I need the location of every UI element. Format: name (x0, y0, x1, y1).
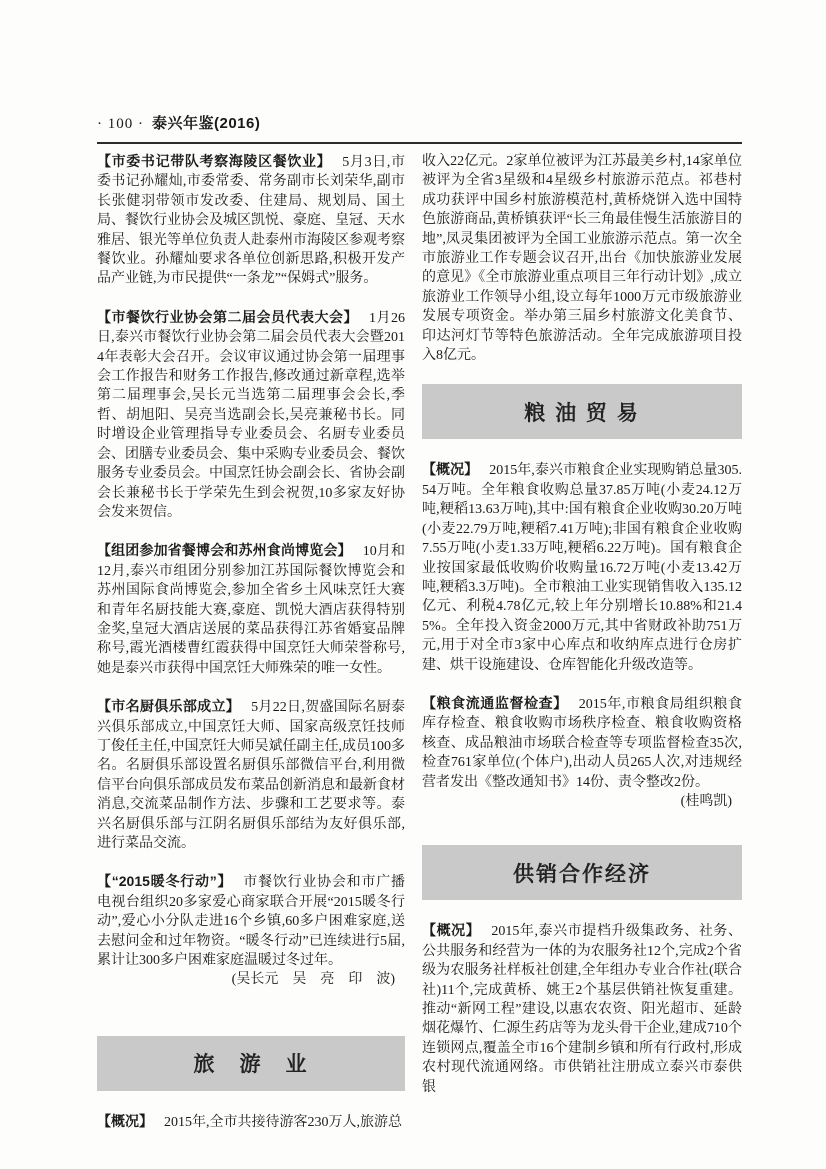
book-title: 泰兴年鉴(2016) (152, 115, 261, 132)
article-association-congress (97, 308, 405, 522)
page-number: · 100 · (97, 116, 144, 132)
article-grain-inspection (422, 694, 742, 792)
article-supply-overview (422, 921, 742, 1097)
article-heading: 【组团参加省餐博会和苏州食尚博览会】 (97, 542, 352, 559)
page-header (97, 114, 742, 144)
article-heading: 【粮食流通监督检查】 (422, 694, 568, 711)
article-haining-inspection (97, 152, 405, 289)
article-body: 收入22亿元。2家单位被评为江苏最美乡村,14家单位被评为全省3星级和4星级乡村旅游示范点。祁巷村成功获评中国乡村旅游模范村,黄桥烧饼入选中国特色旅游商品,黄桥镇获评“长三角最佳慢生活旅游目的地”,凤灵集团被评为全国工业旅游示范点。第一次全市旅游业工作专题会议召开,出台《加快旅游业发展的意见》《全市旅游业重点项目三年行动计划》,成立旅游业工作领导小组,设立每年1000万元市级旅游业发展专项资金。举办第三届乡村旅游文化美食节、印达河灯节等特色旅游活动。全年完成旅游项目投入8亿元。 (422, 154, 742, 364)
article-heading: 【市餐饮行业协会第二届会员代表大会】 (97, 308, 358, 325)
article-heading: 【概况】 (422, 922, 481, 939)
left-column (97, 152, 405, 1132)
byline-catering: (吴长元 吴 亮 印 波) (231, 972, 395, 988)
article-heading: 【市委书记带队考察海陵区餐饮业】 (97, 153, 332, 169)
article-body: 2015年,市粮食局组织粮食库存检查、粮食收购市场秩序检查、粮食收购资格核查、成品粮油市场联合检查等专项监督检查35次,检查761家单位(个体户),出动人员265人次,对违规经营者发出《整改通知书》14份、责令整改2份。 (422, 696, 742, 790)
section-heading-tourism (97, 1036, 405, 1091)
article-heading: 【概况】 (97, 1112, 153, 1129)
section-heading-label: 粮 油 贸 易 (524, 401, 640, 425)
article-heading: 【“2015暖冬行动”】 (97, 873, 233, 890)
article-body: 10月和12月,泰兴市组团分别参加江苏国际餐饮博览会和苏州国际食尚博览会,参加全省乡土风味烹饪大赛和青年名厨技能大赛,豪庭、凯悦大酒店获得特别金奖,皇冠大酒店送展的菜品获得江苏省婚宴品牌称号,霞光酒楼曹红霞获得中国烹饪大师荣誉称号,她是泰兴市获得中国烹饪大师殊荣的唯一女性。 (97, 544, 406, 676)
article-tourism-overview (97, 1112, 405, 1132)
article-expo-participation (97, 541, 405, 678)
article-body: 1月26日,泰兴市餐饮行业协会第二届会员代表大会暨2014年表彰大会召开。会议审议通过协会第一届理事会工作报告和财务工作报告,修改通过新章程,选举第二届理事会,吴长元当选第二届理事会会长,季哲、胡旭阳、吴亮当选副会长,吴亮兼秘书长。同时增设企业管理指导专业委员会、名厨专业委员会、团膳专业委员会、集中采购专业委员会、餐饮服务专业委员会。中国烹饪协会副会长、省协会副会长兼秘书长于学荣先生到会祝贺,10多家友好协会发来贺信。 (97, 310, 405, 520)
article-heading: 【概况】 (422, 461, 479, 478)
right-column (422, 152, 742, 1132)
article-heading: 【市名厨俱乐部成立】 (97, 698, 241, 715)
article-tourism-continuation (422, 152, 742, 365)
article-body: 2015年,泰兴市提档升级集政务、社务、公共服务和经营为一体的为农服务社12个,完成2个省级为农服务社样板社创建,全年组办专业合作社(联合社)11个,完成黄桥、姚王2个基层供销社恢复重建。推动“新网工程”建设,以惠农农资、阳光超市、延龄烟花爆竹、仁源生药店等为龙头骨干企业,建成710个连锁网点,覆盖全市16个建制乡镇和所有行政村,形成农村现代流通网络。市供销社注册成立泰兴市泰供银 (422, 924, 743, 1095)
section-heading-label: 旅 游 业 (193, 1053, 309, 1077)
section-heading-grain-oil-trade (422, 384, 742, 439)
article-body: 2015年,全市共接待游客230万人,旅游总 (164, 1114, 402, 1130)
article-body: 5月22日,贺盛国际名厨泰兴俱乐部成立,中国烹饪大师、国家高级烹饪技师丁俊任主任,中国烹饪大师吴斌任副主任,成员100多名。名厨俱乐部设置名厨俱乐部微信平台,利用微信平台向俱乐部成员发布菜品创新消息和最新食材消息,交流菜品制作方法、步骤和工艺要求等。泰兴名厨俱乐部与江阴名厨俱乐部结为友好俱乐部,进行菜品交流。 (97, 700, 406, 851)
article-chef-club (97, 697, 405, 853)
byline-grain: (桂鸣凯) (680, 793, 732, 809)
content-columns (97, 152, 742, 1132)
article-body: 市餐饮行业协会和市广播电视台组织20多家爱心商家联合开展“2015暖冬行动”,爱心小分队走进16个乡镇,60多户困难家庭,送去慰问金和过年物资。“暖冬行动”已连续进行5届,累计让300多户困难家庭温暖过冬过年。 (97, 875, 405, 969)
section-heading-supply-marketing (422, 845, 742, 900)
article-warm-winter (97, 872, 405, 970)
section-heading-label: 供销合作经济 (513, 862, 651, 886)
article-grain-overview (422, 460, 742, 674)
article-body: 2015年,泰兴市粮食企业实现购销总量305.54万吨。全年粮食收购总量37.85万吨(小麦24.12万吨,粳稻13.63万吨),其中:国有粮食企业收购30.20万吨(小麦22.79万吨,粳稻7.41万吨);非国有粮食企业收购7.55万吨(小麦1.33万吨,粳稻6.22万吨)。国有粮食企业按国家最低收购价收购量16.72万吨(小麦13.42万吨,粳稻3.3万吨)。全市粮油工业实现销售收入135.12亿元、利税4.78亿元,较上年分别增长10.88%和21.45%。全年投入资金2000万元,其中省财政补助751万元,用于对全市3家中心库点和收纳库点进行仓房扩建、烘干设施建设、仓库智能化升级改造等。 (422, 463, 743, 673)
article-body: 5月3日,市委书记孙耀灿,市委常委、常务副市长刘荣华,副市长张健羽带领市发改委、住建局、规划局、国土局、餐饮行业协会及城区凯悦、豪庭、皇冠、天水雅居、银光等单位负责人赴泰州市海陵区参观考察餐饮业。孙耀灿要求各单位创新思路,积极开发产品产业链,为市民提供“一条龙”“保姆式”服务。 (97, 155, 406, 287)
